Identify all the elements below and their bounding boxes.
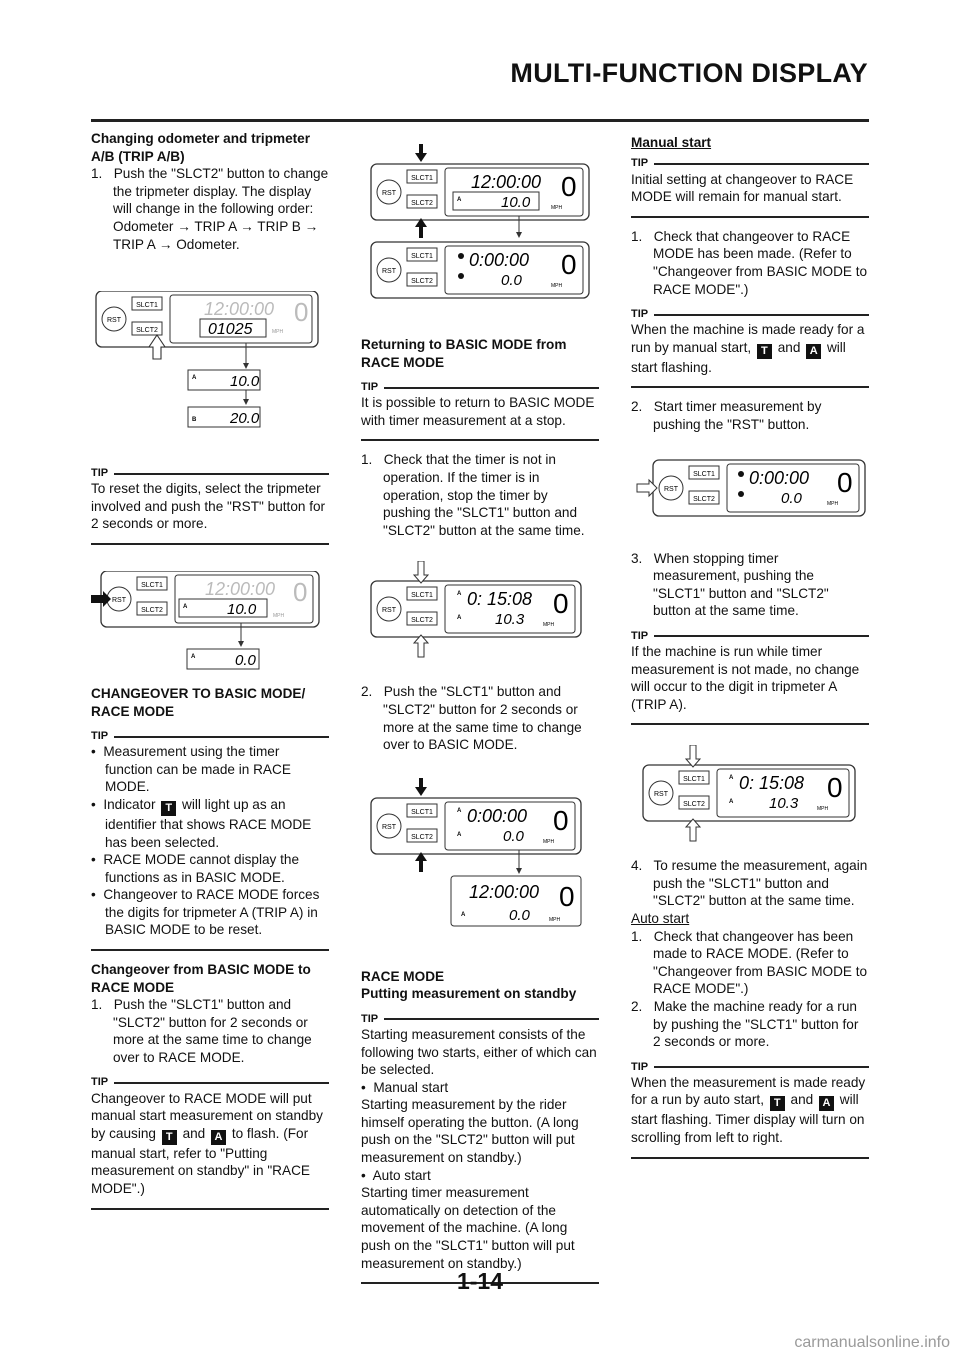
watermark: carmanualsonline.info bbox=[794, 1334, 950, 1351]
trip-a-readout: 10.0 bbox=[501, 194, 531, 211]
tip-box-manual bbox=[91, 1077, 329, 1210]
clock-readout: 12:00:00 bbox=[469, 881, 540, 902]
rst-label: RST bbox=[654, 791, 668, 799]
column-left bbox=[91, 130, 329, 1220]
rst-label: RST bbox=[382, 607, 396, 615]
list-item: 1. Check that changeover has been made to RACE MODE. (Refer to "Changeover from BASIC MODE to RACE MODE".) bbox=[631, 928, 868, 997]
rst-label: RST bbox=[112, 596, 126, 604]
list-item: 1. Check that the timer is not in operation. If the timer is in operation, stop the timer by pushing the "SLCT1" button and "SLCT2" button at the same time. bbox=[361, 452, 585, 538]
column-right bbox=[631, 130, 869, 1169]
tip-label: TIP bbox=[91, 1076, 109, 1089]
race-t-icon: T bbox=[161, 801, 176, 816]
tip-text: If the machine is run while timer measurement is not made, no change will occur to the digit in tripmeter A (TRIP A). bbox=[631, 643, 860, 712]
tip-text: When the measurement is made ready for a run by auto start, T and A will start flashing. Timer display will turn on scrolling from left to right. bbox=[631, 1074, 866, 1145]
big-digit: 0 bbox=[561, 171, 577, 202]
list-item: 1. Push the "SLCT1" button and "SLCT2" button for 2 seconds or more at the same time to change over to RACE MODE. bbox=[91, 997, 312, 1066]
slct2-label: SLCT2 bbox=[411, 617, 433, 625]
tip-box-reset bbox=[91, 467, 329, 545]
slct1-label: SLCT1 bbox=[136, 302, 158, 310]
flash-a-icon bbox=[458, 273, 464, 279]
trip-a-readout: 10.0 bbox=[227, 600, 257, 618]
rst-label: RST bbox=[382, 190, 396, 197]
slct2-label: SLCT2 bbox=[683, 801, 705, 809]
page-title: MULTI-FUNCTION DISPLAY bbox=[510, 58, 868, 88]
figure-start-display bbox=[631, 452, 869, 528]
list-item: • Manual start bbox=[361, 1079, 449, 1095]
list-item: • RACE MODE cannot display the functions as in BASIC MODE. bbox=[91, 852, 300, 885]
figure-basic-display bbox=[361, 778, 599, 950]
badge-a: A bbox=[729, 799, 734, 806]
odometer-readout: 01025 bbox=[208, 321, 253, 339]
timer-readout: 0:00:00 bbox=[469, 250, 530, 270]
race-t-icon: T bbox=[162, 1130, 177, 1145]
mph-label: MPH bbox=[817, 806, 829, 813]
flash-t-icon bbox=[738, 471, 744, 477]
tip-box-auto bbox=[631, 1061, 869, 1159]
trip-b-readout: 20.0 bbox=[230, 410, 260, 428]
column-middle bbox=[361, 130, 599, 1294]
mph-label: MPH bbox=[273, 612, 285, 619]
slct1-label: SLCT1 bbox=[683, 776, 705, 784]
race-a-icon: A bbox=[806, 344, 821, 359]
rst-label: RST bbox=[382, 823, 396, 831]
slct2-label: SLCT2 bbox=[411, 833, 433, 841]
big-digit: 0 bbox=[553, 804, 569, 836]
heading-odometer: Changing odometer and tripmeter A/B (TRIP A/B) bbox=[91, 131, 311, 164]
heading-from-basic: Changeover from BASIC MODE to RACE MODE bbox=[91, 962, 311, 995]
tip-label: TIP bbox=[631, 157, 649, 170]
slct2-label: SLCT2 bbox=[693, 495, 715, 503]
rst-label: RST bbox=[664, 485, 678, 493]
header-rule bbox=[91, 119, 869, 122]
list-item: 2. Start timer measurement by pushing the "RST" button. bbox=[631, 399, 822, 432]
tip-label: TIP bbox=[631, 1060, 649, 1073]
tip-box-ready bbox=[631, 308, 869, 388]
big-digit: 0 bbox=[827, 772, 843, 804]
tip-label: TIP bbox=[631, 307, 649, 320]
badge-a: A bbox=[457, 591, 462, 598]
list-item: 3. When stopping timer measurement, pushing the "SLCT1" button and "SLCT2" button at the same time. bbox=[631, 550, 829, 619]
flash-t-icon bbox=[458, 253, 464, 259]
rst-label: RST bbox=[107, 317, 121, 325]
badge-a: A bbox=[191, 653, 196, 660]
list-item: • Indicator T will light up as an identifier that shows RACE MODE has been selected. bbox=[91, 796, 312, 850]
tip-text: Starting measurement consists of the following two starts, either of which can be selected. bbox=[361, 1026, 597, 1078]
tip-text: When the machine is made ready for a run by manual start, T and A will start flashing. bbox=[631, 322, 865, 375]
tip-text: It is possible to return to BASIC MODE with timer measurement at a stop. bbox=[361, 395, 595, 428]
list-item: 2. Push the "SLCT1" button and "SLCT2" button for 2 seconds or more at the same time to change over to BASIC MODE. bbox=[361, 684, 582, 753]
race-a-icon: A bbox=[819, 1096, 834, 1111]
slct2-label: SLCT2 bbox=[136, 327, 158, 335]
tip-box-initial bbox=[631, 158, 869, 218]
badge-a: A bbox=[457, 615, 462, 622]
zero-readout: 0.0 bbox=[503, 827, 524, 845]
figure-reset-display bbox=[91, 571, 329, 675]
badge-a: A bbox=[729, 775, 734, 782]
return-display-diagram bbox=[361, 144, 599, 320]
list-item: • Auto start bbox=[361, 1167, 431, 1183]
tip-label: TIP bbox=[361, 380, 379, 393]
big-digit: 0 bbox=[294, 297, 309, 328]
timer-readout: 0: 15:08 bbox=[739, 773, 805, 794]
badge-a: A bbox=[457, 807, 462, 814]
tip-label: TIP bbox=[91, 729, 109, 742]
tip-text: Starting measurement by the rider himself operating the button. (A long push on the "SLCT2" button will put measurement on standby.) bbox=[361, 1097, 579, 1166]
heading-auto-start: Auto start bbox=[631, 911, 690, 927]
slct1-label: SLCT1 bbox=[411, 808, 433, 816]
list-item: 1. Push the "SLCT2" button to change the tripmeter display. The display will change in the following order: Odometer → TRIP A → TRIP B → TRIP A → Odometer. bbox=[91, 166, 329, 252]
badge-a: A bbox=[183, 603, 188, 610]
clock-readout: 12:00:00 bbox=[471, 172, 542, 192]
trip-run-readout: 10.3 bbox=[769, 795, 799, 813]
slct2-label: SLCT2 bbox=[411, 200, 433, 207]
slct2-label: SLCT2 bbox=[411, 278, 433, 285]
mph-label: MPH bbox=[551, 283, 563, 289]
mph-label: MPH bbox=[827, 500, 839, 507]
tip-label: TIP bbox=[91, 466, 109, 479]
heading-return: Returning to BASIC MODE from RACE MODE bbox=[361, 337, 567, 370]
rst-label: RST bbox=[382, 268, 396, 275]
heading-manual-start: Manual start bbox=[631, 135, 712, 150]
list-item: 4. To resume the measurement, again push the "SLCT1" button and "SLCT2" button at the same time. bbox=[631, 858, 868, 909]
race-a-icon: A bbox=[211, 1130, 226, 1145]
tip-text: To reset the digits, select the tripmeter involved and push the "RST" button for 2 seconds or more. bbox=[91, 481, 326, 532]
heading-standby: Putting measurement on standby bbox=[361, 986, 577, 1002]
zero-readout: 0.0 bbox=[781, 489, 802, 507]
big-digit: 0 bbox=[553, 588, 569, 620]
list-item: 2. Make the machine ready for a run by pushing the "SLCT1" button for 2 seconds or more. bbox=[631, 999, 859, 1050]
badge-a: A bbox=[461, 911, 466, 918]
clock-readout: 12:00:00 bbox=[204, 299, 275, 320]
list-item: • Changeover to RACE MODE forces the digits for tripmeter A (TRIP A) in BASIC MODE to be reset. bbox=[91, 887, 320, 938]
start-display-diagram bbox=[631, 452, 869, 528]
odometer-steps bbox=[91, 165, 329, 253]
stop-display-diagram bbox=[361, 561, 599, 661]
big-digit: 0 bbox=[559, 880, 575, 912]
tip-box-return bbox=[361, 381, 599, 441]
figure-resume-display bbox=[631, 745, 869, 845]
race-t-icon: T bbox=[770, 1096, 785, 1111]
slct1-label: SLCT1 bbox=[141, 581, 163, 589]
resume-display-diagram bbox=[631, 745, 869, 845]
list-item: • Measurement using the timer function can be made in RACE MODE. bbox=[91, 744, 291, 795]
mph-label: MPH bbox=[543, 838, 555, 845]
tip-text: Changeover to RACE MODE will put manual start measurement on standby by causing T and A to flash. (For manual start, refer to "Putting measurement on standby" in "RACE MODE".) bbox=[91, 1090, 323, 1196]
tip-box-starts bbox=[361, 1013, 599, 1284]
zero-readout: 0.0 bbox=[235, 651, 256, 669]
badge-a: A bbox=[192, 375, 197, 382]
badge-a: A bbox=[457, 831, 462, 838]
timer-readout: 0: 15:08 bbox=[467, 589, 533, 610]
tip-box-run bbox=[631, 630, 869, 725]
slct1-label: SLCT1 bbox=[411, 175, 433, 182]
big-digit: 0 bbox=[293, 576, 308, 607]
slct1-label: SLCT1 bbox=[411, 592, 433, 600]
heading-race-mode: RACE MODE bbox=[361, 968, 445, 984]
timer-readout: 0:00:00 bbox=[467, 805, 528, 826]
tip-label: TIP bbox=[631, 629, 649, 642]
zero-readout: 0.0 bbox=[509, 906, 530, 924]
zero-readout: 0.0 bbox=[501, 272, 522, 289]
clock-readout: 12:00:00 bbox=[205, 578, 276, 599]
flash-a-icon bbox=[738, 491, 744, 497]
big-digit: 0 bbox=[837, 466, 853, 498]
trip-run-readout: 10.3 bbox=[495, 611, 525, 629]
list-item: 1. Check that changeover to RACE MODE has been made. (Refer to "Changeover from BASIC MODE to RACE MODE".) bbox=[631, 228, 868, 297]
tip-text: Initial setting at changeover to RACE MODE will remain for manual start. bbox=[631, 171, 854, 205]
mph-label: MPH bbox=[543, 622, 555, 629]
reset-display-diagram bbox=[91, 571, 329, 675]
badge-a: A bbox=[457, 197, 462, 203]
page-number: 1-14 bbox=[456, 1268, 504, 1294]
timer-readout: 0:00:00 bbox=[749, 467, 810, 488]
tip-text: Starting timer measurement automatically on detection of the movement of the machine. (A long push on the "SLCT1" button will put measurement on standby.) bbox=[361, 1185, 575, 1271]
mph-label: MPH bbox=[549, 916, 561, 923]
big-digit: 0 bbox=[561, 249, 577, 280]
trip-a-readout: 10.0 bbox=[230, 373, 260, 391]
slct2-label: SLCT2 bbox=[141, 606, 163, 614]
race-t-icon: T bbox=[757, 344, 772, 359]
figure-return-display bbox=[361, 144, 599, 320]
figure-stop-display bbox=[361, 561, 599, 661]
mph-label: MPH bbox=[272, 329, 284, 336]
slct1-label: SLCT1 bbox=[411, 253, 433, 260]
odometer-display-diagram bbox=[91, 291, 329, 439]
tip-box-changeover bbox=[91, 730, 329, 951]
heading-changeover: CHANGEOVER TO BASIC MODE/ RACE MODE bbox=[91, 685, 306, 719]
figure-odometer-display bbox=[91, 291, 329, 439]
tip-label: TIP bbox=[361, 1012, 379, 1025]
basic-display-diagram bbox=[361, 778, 599, 950]
badge-b: B bbox=[192, 417, 197, 424]
mph-label: MPH bbox=[551, 205, 563, 211]
slct1-label: SLCT1 bbox=[693, 470, 715, 478]
